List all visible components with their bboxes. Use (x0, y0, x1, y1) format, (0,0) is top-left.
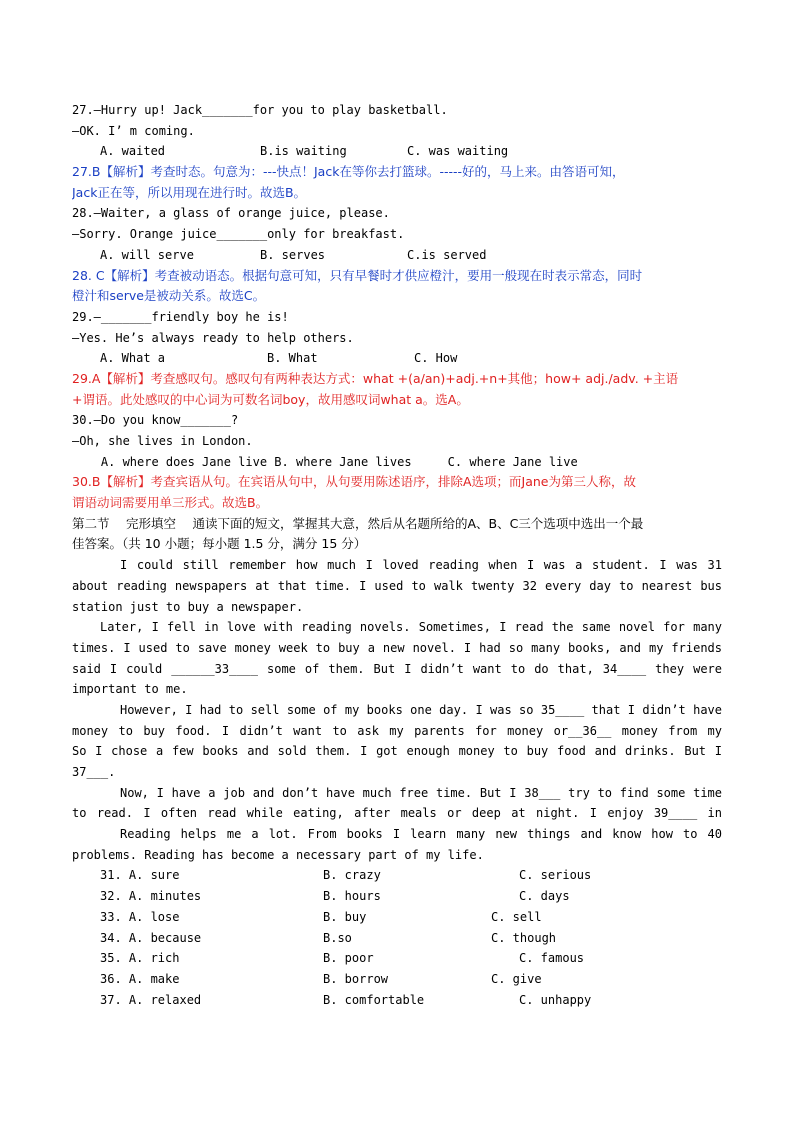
question-28-explanation-line2: 橙汁和serve是被动关系。故选C。 (72, 288, 266, 304)
question-29-explanation-line1: 29.A【解析】考查感叹句。感叹句有两种表达方式：what +(a/an)+adj.+n+其他；how+ adj./adv. +主语 (72, 370, 679, 386)
choice-row-36 (72, 969, 722, 990)
passage-line: I could still remember how much I loved reading when I was a student. I was 31 (120, 558, 722, 573)
choice-b: B. buy (323, 909, 367, 924)
choice-c: C. give (491, 971, 542, 986)
passage-line: times. I used to save money week to buy a new novel. I had so many books, and my friends (72, 640, 722, 655)
question-29-explanation-line2: +谓语。此处感叹的中心词为可数名词boy，故用感叹词what a。选A。 (72, 391, 469, 407)
document-page (72, 100, 722, 1010)
choice-a: 31. A. sure (100, 868, 180, 883)
option-c: C. was waiting (407, 144, 509, 159)
question-29-options (72, 348, 722, 369)
question-27-stem: 27.—Hurry up! Jack_______for you to play basketball. (72, 103, 448, 117)
choice-c: C. famous (519, 951, 585, 966)
section-heading-line1: 第二节 完形填空 通读下面的短文，掌握其大意，然后从名题所给的A、B、C三个选项中选出一个最 (72, 515, 644, 531)
passage-line: important to me. (72, 682, 188, 697)
choice-a: 36. A. make (100, 971, 180, 986)
passage-line: Later, I fell in love with reading novels. Sometimes, I read the same novel for many (100, 620, 722, 635)
passage-line: to read. I often read while eating, after meals or deep at night. I enjoy 39____ in (72, 806, 722, 821)
option-b: B.is waiting (260, 144, 347, 159)
passage-line: Reading helps me a lot. From books I learn many new things and know how to 40 (120, 827, 722, 842)
question-30-reply: —Oh, she lives in London. (72, 434, 253, 448)
passage-line: Now, I have a job and don’t have much free time. But I 38___ try to find some time (120, 785, 722, 800)
option-a: A. What a (100, 351, 166, 366)
choice-c: C. days (519, 889, 570, 904)
passage-line: said I could ______33____ some of them. But I didn’t want to do that, 34____ they were (72, 661, 722, 676)
question-27-explanation-line1: 27.B【解析】考查时态。句意为：---快点！Jack在等你去打篮球。-----好的，马上来。由答语可知， (72, 164, 625, 180)
passage-line: So I chose a few books and sold them. I got enough money to buy food and drinks. But I (72, 744, 722, 759)
choice-b: B. comfortable (323, 992, 425, 1007)
choice-b: B. borrow (323, 971, 389, 986)
choice-b: B. poor (323, 951, 374, 966)
question-27-options (72, 141, 722, 162)
choice-a: 32. A. minutes (100, 889, 202, 904)
question-27-explanation-line2: Jack正在等，所以用现在进行时。故选B。 (72, 184, 307, 200)
question-30-options: A. where does Jane live B. where Jane lives C. where Jane live (72, 454, 578, 469)
option-b: B. serves (260, 247, 326, 262)
option-b: B. What (267, 351, 318, 366)
question-28-stem: 28.—Waiter, a glass of orange juice, please. (72, 206, 390, 221)
choice-a: 37. A. relaxed (100, 992, 202, 1007)
passage-line: about reading newspapers at that time. I used to walk twenty 32 every day to nearest bus (72, 578, 722, 593)
choice-c: C. serious (519, 868, 592, 883)
choice-row-31 (72, 865, 722, 886)
question-28-reply: —Sorry. Orange juice_______only for breakfast. (72, 227, 405, 242)
choice-b: B. crazy (323, 868, 381, 883)
question-30-explanation-line2: 谓语动词需要用单三形式。故选B。 (72, 495, 269, 511)
option-c: C. How (414, 351, 458, 366)
question-28-options (72, 245, 722, 266)
question-29-reply: —Yes. He’s always ready to help others. (72, 330, 354, 345)
passage-line: However, I had to sell some of my books one day. I was so 35____ that I didn’t have (120, 702, 722, 717)
passage-line: problems. Reading has become a necessary part of my life. (72, 847, 484, 862)
question-29-stem: 29.—_______friendly boy he is! (72, 309, 289, 324)
choice-b: B.so (323, 930, 352, 945)
option-c: C.is served (407, 247, 487, 262)
section-heading-line2: 佳答案。（共 10 小题；每小题 1.5 分，满分 15 分） (72, 536, 367, 552)
choice-c: C. though (491, 930, 557, 945)
passage-line: money to buy food. I didn’t want to ask my parents for money or__36__ money from my (72, 723, 722, 738)
choice-a: 35. A. rich (100, 951, 180, 966)
option-a: A. waited (100, 144, 166, 159)
question-30-stem: 30.—Do you know_______? (72, 413, 239, 428)
option-a: A. will serve (100, 247, 194, 262)
choice-row-32 (72, 886, 722, 907)
passage-line: 37___. (72, 765, 116, 779)
question-28-explanation-line1: 28. C【解析】考查被动语态。根据句意可知，只有早餐时才供应橙汁，要用一般现在时表示常态，同时 (72, 267, 643, 283)
choice-a: 33. A. lose (100, 909, 180, 924)
choice-row-35 (72, 948, 722, 969)
choice-c: C. unhappy (519, 992, 592, 1007)
choice-row-37 (72, 990, 722, 1011)
choice-row-33 (72, 907, 722, 928)
choice-c: C. sell (491, 909, 542, 924)
passage-line: station just to buy a newspaper. (72, 599, 304, 614)
choice-b: B. hours (323, 889, 381, 904)
choice-row-34 (72, 928, 722, 949)
question-30-explanation-line1: 30.B【解析】考查宾语从句。在宾语从句中，从句要用陈述语序，排除A选项；而Jane为第三人称，故 (72, 474, 636, 490)
question-27-reply: —OK. I’ m coming. (72, 123, 195, 138)
choice-a: 34. A. because (100, 930, 202, 945)
